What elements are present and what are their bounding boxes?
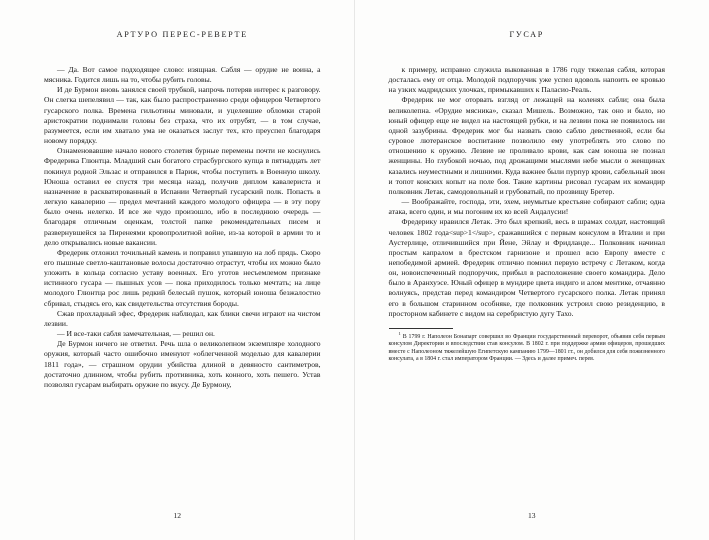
paragraph: Фредерик отложил точильный камень и поправил упавшую на лоб прядь. Скоро его пышные светло-каштановые волосы достаточно отрастут, чтобы их можно было уложить в кольца согласно уставу военных. Его уготов несъемлемом признаке истинного гусара — пышных усов — пока приходилось только мечтать; на лице молодого Глюнтца рос лишь редкий белесый пушок, который юноша безжалостно сбривал, стыдясь его, как свидетельства отсутствия бороды. [44,247,321,308]
footnote-area [389,328,666,364]
running-head-right: ГУСАР [509,30,545,39]
page-right [355,0,709,540]
footnote-divider [389,328,453,329]
paragraph: Сжав прохладный эфес, Фредерик наблюдал, как блики свечи играют на чистом лезвии. [44,308,321,328]
paragraph: — Да. Вот самое подходящее слово: изящная. Сабля — орудие не воина, а мясника. Годится лишь на то, чтобы рубить головы. [44,65,321,85]
footnote-body: В 1799 г. Наполеон Бонапарт совершил во Франции государственный переворот, объявив себя первым консулом Директории и впоследствии став консулом. В 1802 г. при поддержке армии офицеров, прошедших вместе с Наполеоном тяжелейшую Египетскую кампанию 1799—1801 гг., он добился для себя пожизненного консулата, а в 1804 г. стал императором Франции. — Здесь и далее примеч. перев. [388,333,665,363]
running-head-left: АРТУРО ПЕРЕС-РЕВЕРТЕ [116,30,248,39]
paragraph: Фредерик не мог оторвать взгляд от лежащей на коленях сабли; она была великолепна. «Орудие мясника», сказал Мишель. Возможно, так оно и было, но юный офицер еще не видел на настоящей рубки, и на лезвии пока не появилось ни одной зазубрины. Фредерик мог бы назвать свою саблю девственной, если бы суровое лютеранское воспитание позволило ему употреблять это слово по отношению к оружию. Лезвие не проливало крови, как сам юноша не познал женщины. Но глубокой ночью, под дрожащими мыслями небе мысли о женщинах казались неуместными и лишними. Куда важнее были пурпур крови, сабельный звон и топот конских копыт на поле боя. Такие картины рисовал гусарам их командир полковник Летак, самодовольный и грубоватый, по прозвищу Бретер. [388,95,665,196]
paragraph-with-footnote-ref [389,217,666,319]
paragraph-text: Фредерику нравился Летак. Это был крепкий, весь в шрамах солдат, настоящий человек 1802 года<sup>1</sup>, сражавшийся с первым консулом в Италии и при Аустерлице, отличившийся при Йене, Эйлау и Фридланде... Полковник начинал простым капралом в брестском гарнизоне и прошел всю Европу вместе с непобедимой армией. Фредерик отлично помнил первую встречу с Летаком, когда он, новоиспеченный подпоручик, прибыл в расположение своего командира. Дело было в Аранхуэсе. Юный офицер в мундире цвета индиго и алом ментике, отчаянно волнуясь, представ перед командиром Четвертого гусарского полка. Летак принял его в большом старинном особняке, где полковник устроил свою резиденцию, в просторном кабинете с видом на серебристую дугу Тахо. [388,217,665,318]
paragraph: И де Бурмон вновь занялся своей трубкой, напрочь потеряв интерес к разговору. Он слегка шепелявил — так, как было распространенно среди офицеров Четвертого гусарского полка. Времена гильотины миновали, и уцелевшие обломки старой аристократии поднимали головы без страха, что их отрубят, — в том случае, разумеется, если им хватало ума не оказаться заслуг тех, кто преуспел благодаря новому порядку. [44,85,321,146]
body-text-right [389,65,666,319]
paragraph: Ознаменовавшие начало нового столетия бурные перемены почти не коснулись Фредерика Глюнтца. Младший сын богатого страсбургского купца в пятнадцать лет покинул родной Эльзас и отправился в Париж, чтобы поступить в Военную школу. Юноша оставил ее спустя три месяца назад, получив диплом кавалериста и назначение в раскватированный в Испании Четвертый гусарский полк. Попасть в легкую кавалерию — предел мечтаний каждого молодого офицера — в эту пору было очень нелегко. И все же чудо произошло, ибо в последнюю очередь — благодаря отличным оценкам, толстой папке рекомендательных писем и развернувшейся за Пиренеями кровопролитной войне, из-за которой в армии то и дело открывались новые вакансии. [44,146,321,247]
paragraph: к примеру, исправно служила выкованная в 1786 году тяжелая сабля, которая досталась ему от отца. Молодой подпоручик уже успел вдоволь напоить ее кровью на узких мадридских улочках, примыкавших к Паласио-Реаль. [388,65,665,95]
footnote-text [388,330,666,364]
footnote-marker: 1 [398,330,401,336]
folio-right: 13 [527,511,536,520]
paragraph: — Воображайте, господа, эти, эхем, неумытые крестьяне собирают сабли; одна атака, всего один, и мы погоним их ко всей Андалусии! [388,197,665,217]
body-text-left [44,65,321,390]
paragraph: Де Бурмон ничего не ответил. Речь шла о великолепном экземпляре холодного оружия, который часто ошибочно именуют «облегченной моделью для кавалерии 1811 года», — страшном орудии убийства длиной в девяносто сантиметров, достаточно длинном, чтобы рубить противника, хоть конного, хоть пешего. Устав позволял гусарам выбирать оружие по вкусу. Де Бурмону, [44,339,321,389]
folio-left: 12 [173,511,182,520]
paragraph: — И все-таки сабля замечательная, — решил он. [57,329,215,339]
